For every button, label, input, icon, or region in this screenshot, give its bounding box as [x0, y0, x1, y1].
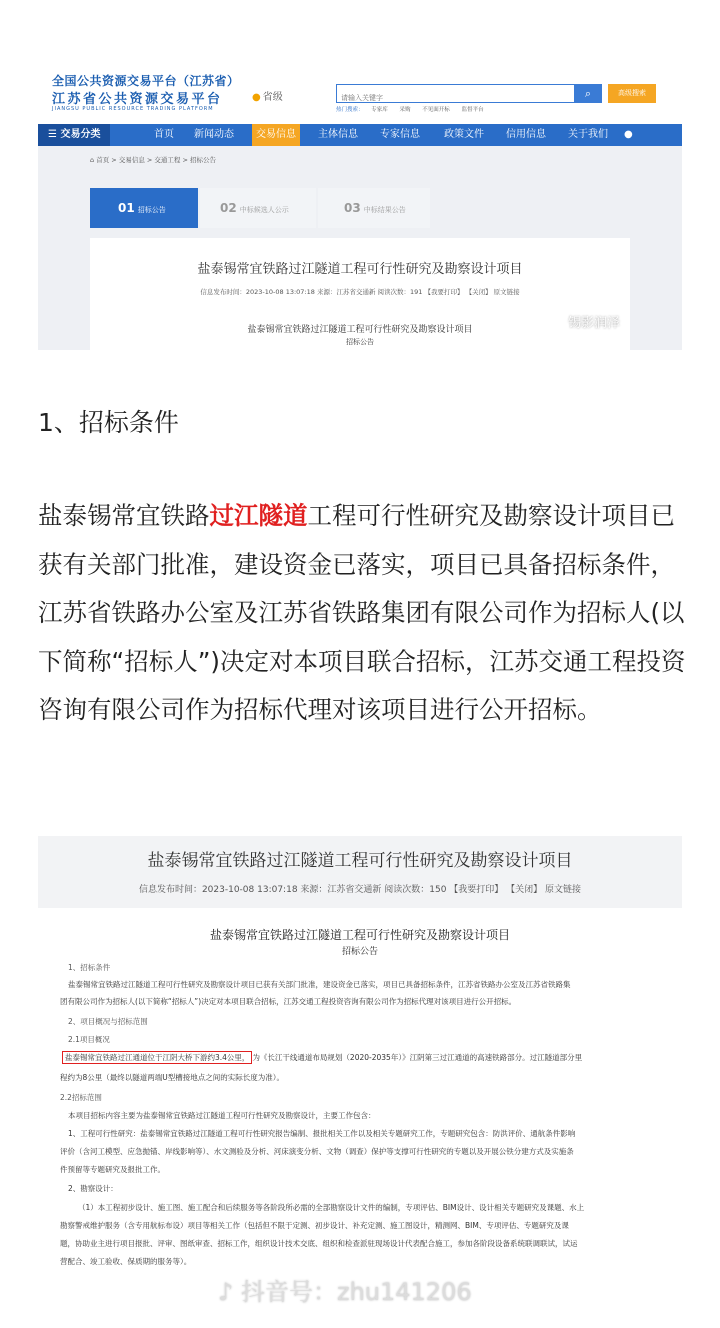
screenshot-notice-document — [38, 836, 682, 1306]
document-line: 团有限公司作为招标人(以下简称“招标人”)决定对本项目联合招标，江苏交通工程投资咨询有限公司作为招标代理对该项目进行公开招标。 — [60, 997, 517, 1006]
nav-item-news[interactable]: 新闻动态 — [194, 129, 234, 140]
search-input[interactable] — [337, 91, 545, 106]
hot-keyword[interactable]: 专家库 — [371, 107, 388, 113]
breadcrumb-item[interactable]: 交易信息 — [118, 156, 145, 164]
notice-doc-title: 盐泰锡常宜铁路过江隧道工程可行性研究及勘察设计项目 — [247, 325, 473, 335]
document-header — [38, 836, 682, 908]
home-icon: ⌂ — [90, 156, 95, 164]
search-icon: ⌕ — [584, 87, 592, 100]
document-line: 盐泰锡常宜铁路过江通道位于江阴大桥下游约3.4公里， 为《长江干线通道布局规划（2020-2035年）》江阴第三过江通道的高速铁路部分。过江隧道部分里 — [62, 1052, 582, 1063]
nav-item-credit-info[interactable]: 信用信息 — [506, 129, 546, 140]
highlighted-box: 盐泰锡常宜铁路过江通道位于江阴大桥下游约3.4公里， — [62, 1051, 252, 1064]
hot-keyword[interactable]: 监督平台 — [461, 107, 484, 113]
progress-steps — [90, 188, 430, 228]
document-line: 2.1项目概况 — [68, 1035, 110, 1044]
screenshot-portal-page — [38, 62, 682, 350]
nav-item-expert-info[interactable]: 专家信息 — [380, 129, 420, 140]
nav-trade-category[interactable]: ☰ 交易分类 — [38, 124, 110, 146]
document-line: 本项目招标内容主要为盐泰锡常宜铁路过江隧道工程可行性研究及勘察设计，主要工作包含： — [68, 1111, 376, 1120]
region-selector[interactable] — [252, 88, 283, 103]
notice-doc-subtitle: 招标公告 — [346, 338, 374, 346]
breadcrumb-item: 招标公告 — [190, 156, 216, 164]
nav-item-subject-info[interactable]: 主体信息 — [318, 129, 358, 140]
document-body-title: 盐泰锡常宜铁路过江隧道工程可行性研究及勘察设计项目 — [209, 928, 510, 942]
breadcrumb-item[interactable]: 交通工程 — [154, 156, 181, 164]
main-nav — [38, 124, 682, 146]
document-line: 营配合、竣工验收、保质期的服务等）。 — [60, 1257, 192, 1266]
document-line: 盐泰锡常宜铁路过江隧道工程可行性研究及勘察设计项目已获有关部门批准，建设资金已落实，项目已具备招标条件，江苏省铁路办公室及江苏省铁路集 — [68, 980, 571, 989]
hot-search-bar — [336, 105, 494, 113]
location-pin-icon: ● — [252, 92, 261, 103]
document-line: 评价（含河工模型、应急抛锚、岸线影响等）、水文测验及分析、河床演变分析、文物（调查）保护等支撑可行性研究的专题以及开展公铁分建方式及实施条 — [60, 1147, 574, 1156]
search-box — [336, 84, 578, 103]
paragraph-text: 工程可行性研究及勘察设计项目已获有关部门批准，建设资金已落实，项目已具备招标条件，江苏省铁路办公室及江苏省铁路集团有限公司作为招标人(以下简称“招标人”)决定对本项目联合招标，江苏交通工程投资咨询有限公司作为招标代理对该项目进行公开招标。 — [38, 501, 686, 724]
notice-title: 盐泰锡常宜铁路过江隧道工程可行性研究及勘察设计项目 — [197, 262, 523, 277]
portal-logo-english: JIANGSU PUBLIC RESOURCE TRADING PLATFORM — [52, 106, 214, 112]
portal-header — [38, 62, 682, 124]
wechat-icon[interactable]: ● — [624, 129, 633, 140]
document-body-subtitle: 招标公告 — [341, 947, 378, 957]
document-line: 件预留等专题研究及报批工作。 — [60, 1165, 165, 1174]
douyin-logo-icon: ♪ — [218, 1278, 234, 1306]
document-line: 2.2招标范围 — [60, 1093, 102, 1102]
section-heading: 1、招标条件 — [38, 408, 179, 437]
document-line: 程约为8公里（最终以隧道两端U型槽接地点之间的实际长度为准）。 — [60, 1073, 285, 1082]
document-line: 勘察警戒维护服务（含专用航标布设）项目等相关工作（包括但不限于定测、初步设计、补充定测、施工图设计，精测网、BIM、专项评估、专题研究及课 — [60, 1221, 569, 1230]
nav-item-trade-info[interactable]: 交易信息 — [252, 124, 300, 146]
advanced-search-button[interactable]: 高级搜索 — [608, 84, 656, 103]
hot-keyword[interactable]: 采购 — [399, 107, 411, 113]
nav-item-home[interactable]: 首页 — [154, 129, 174, 140]
document-line: 1、工程可行性研究：盐泰锡常宜铁路过江隧道工程可行性研究报告编制、报批相关工作以及相关专题研究工作，专题研究包含：防洪评价、通航条件影响 — [68, 1129, 576, 1138]
document-line: （1）本工程初步设计、施工图、施工配合和后续服务等各阶段所必需的全部勘察设计文件的编制，专项评估、BIM设计、设计相关专题研究及课题、水上 — [78, 1203, 585, 1212]
article-paragraph — [38, 492, 686, 735]
document-title: 盐泰锡常宜铁路过江隧道工程可行性研究及勘察设计项目 — [147, 851, 573, 871]
portal-logo-line2: 江苏省公共资源交易平台 — [52, 92, 223, 107]
paragraph-text: 盐泰锡常宜铁路 — [38, 501, 210, 530]
document-meta: 信息发布时间：2023-10-08 13:07:18 来源：江苏省交通新 阅读次数：150 【我要打印】 【关闭】 原文链接 — [138, 885, 582, 895]
document-line: 2、勘察设计： — [68, 1184, 118, 1193]
hot-search-label: 热门搜索： — [336, 107, 364, 113]
breadcrumb-item[interactable]: 首页 — [96, 156, 110, 164]
hot-keyword[interactable]: 不见面开标 — [422, 107, 450, 113]
step-tender-notice[interactable]: 01 招标公告 — [90, 188, 198, 228]
notice-card — [90, 238, 630, 350]
source-watermark: 锡影润泽 — [568, 316, 621, 331]
douyin-watermark: ♪ 抖音号：zhu141206 — [218, 1278, 472, 1306]
nav-item-policy[interactable]: 政策文件 — [444, 129, 484, 140]
portal-logo-line1: 全国公共资源交易平台（江苏省） — [52, 74, 240, 88]
step-candidate-notice[interactable]: 02 中标候选人公示 — [200, 188, 316, 228]
document-line: 1、招标条件 — [68, 963, 111, 972]
breadcrumb: ⌂ 首页 > 交易信息 > 交通工程 > 招标公告 — [90, 156, 216, 164]
region-label: 省级 — [262, 92, 283, 103]
notice-meta: 信息发布时间：2023-10-08 13:07:18 来源：江苏省交通新 阅读次数：191 【我要打印】 【关闭】 原文链接 — [200, 288, 520, 296]
highlighted-text: 过江隧道 — [209, 501, 308, 530]
nav-item-about[interactable]: 关于我们 — [568, 129, 608, 140]
step-result-notice[interactable]: 03 中标结果公告 — [318, 188, 430, 228]
document-line: 题，协助业主进行项目报批、评审、图纸审查、招标工作，组织设计技术交底、组织和检查派驻现场设计代表配合施工，参加各阶段设备系统联调联试，试运 — [60, 1239, 578, 1248]
search-button[interactable] — [574, 84, 602, 103]
document-line: 2、项目概况与招标范围 — [68, 1017, 148, 1026]
